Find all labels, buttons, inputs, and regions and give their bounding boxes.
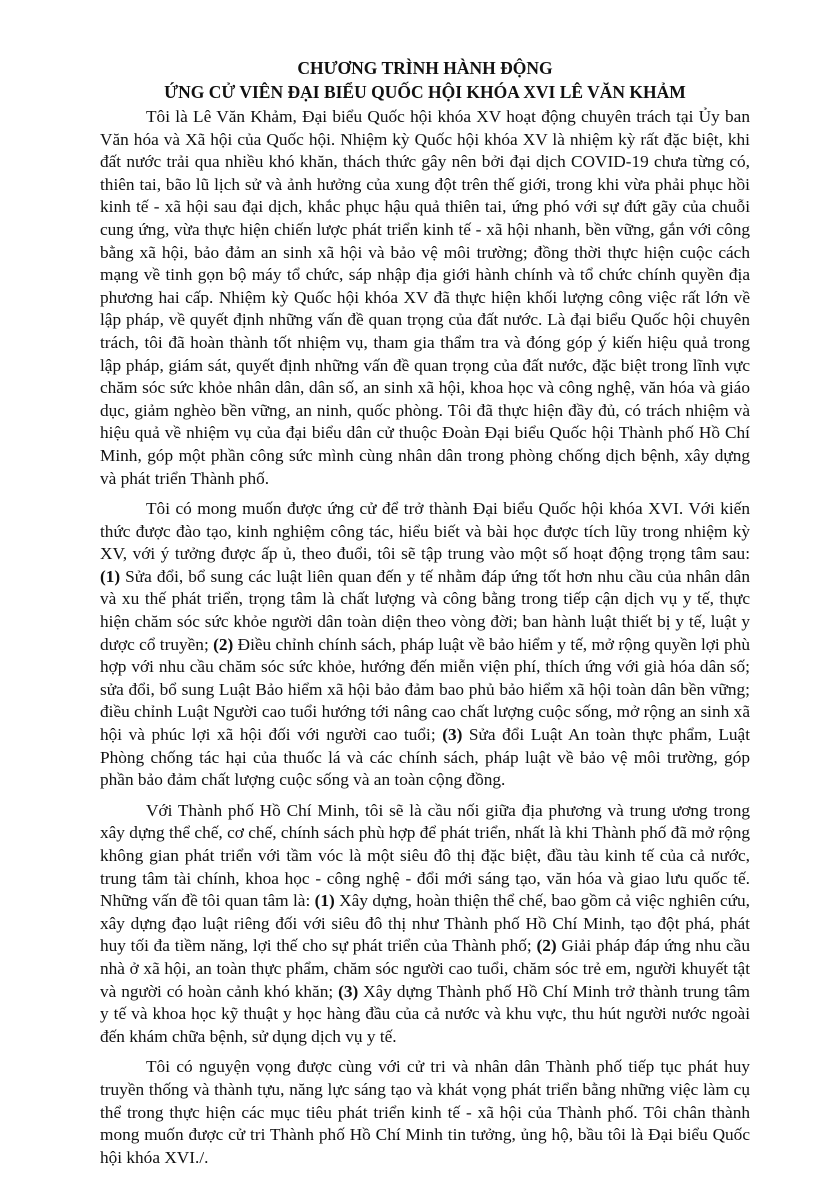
document-page xyxy=(100,56,750,1177)
item-marker-2: (2) xyxy=(213,634,234,654)
paragraph-text: Với Thành phố Hồ Chí Minh, tôi sẽ là cầu nối giữa địa phương và trung ương trong xây dựng thể chế, cơ chế, chính sách phù hợp để phát triển, nhất là khi Thành phố đã mở rộng không gian phát triển với tầm vóc là một siêu đô thị đặc biệt, đầu tàu kinh tế của cả nước, trung tâm tài chính, khoa học - công nghệ - đổi mới sáng tạo, văn hóa và giao lưu quốc tế. Những vấn đề tôi quan tâm là: xyxy=(100,800,750,911)
item-marker-1: (1) xyxy=(100,566,121,586)
paragraph-text: Xây dựng, hoàn thiện thể chế, bao gồm cả việc nghiên cứu, xây dựng đạo luật riêng đối với siêu đô thị như Thành phố Hồ Chí Minh, tạo đột phá, phát huy tối đa tiềm năng, lợi thế cho sự phát triển của Thành phố; xyxy=(100,891,751,956)
item-marker-1: (1) xyxy=(314,891,335,911)
paragraph-text: Điều chỉnh chính sách, pháp luật về bảo hiểm y tế, mở rộng quyền lợi phù hợp với nhu cầu chăm sóc sức khỏe, hướng đến miễn viện phí, thích ứng với già hóa dân số; sửa đổi, bổ sung Luật Bảo hiểm xã hội bảo đảm bao phủ bảo hiểm xã hội toàn dân bền vững; điều chỉnh Luật Người cao tuổi hướng tới nâng cao chất lượng cuộc sống, mở rộng an sinh xã hội và phúc lợi xã hội đối với người cao tuổi; xyxy=(100,634,750,745)
paragraph-closing: Tôi có nguyện vọng được cùng với cử tri và nhân dân Thành phố tiếp tục phát huy truyền thống và thành tựu, năng lực sáng tạo và khát vọng phát triển bằng những việc làm cụ thể trong thực hiện các mục tiêu phát triển kinh tế - xã hội của Thành phố. Tôi chân thành mong muốn được cử tri Thành phố Hồ Chí Minh tin tưởng, ủng hộ, bầu tôi là Đại biểu Quốc hội khóa XVI./. xyxy=(100,1057,750,1167)
paragraph-text: Tôi có mong muốn được ứng cử để trở thành Đại biểu Quốc hội khóa XVI. Với kiến thức được đào tạo, kinh nghiệm công tác, hiểu biết và bài học được tích lũy trong nhiệm kỳ XV, với ý tưởng được ấp ủ, theo đuổi, tôi sẽ tập trung vào một số hoạt động trọng tâm sau: xyxy=(100,499,750,564)
paragraph-text: Sửa đổi Luật An toàn thực phẩm, Luật Phòng chống tác hại của thuốc lá và các chính sách, pháp luật về bảo vệ môi trường, góp phần bảo đảm chất lượng cuộc sống và an toàn cộng đồng. xyxy=(100,725,750,790)
item-marker-3: (3) xyxy=(442,725,463,745)
paragraph-legislative-priorities xyxy=(100,498,750,792)
item-marker-2: (2) xyxy=(536,936,557,956)
title-line-2: ỨNG CỬ VIÊN ĐẠI BIỂU QUỐC HỘI KHÓA XVI LÊ VĂN KHẢM xyxy=(164,82,686,102)
paragraph-text: Sửa đổi, bổ sung các luật liên quan đến y tế nhằm đáp ứng tốt hơn nhu cầu của nhân dân và xu thế phát triển, trọng tâm là chất lượng và công bằng trong tiếp cận dịch vụ y tế, thực hiện chăm sóc sức khỏe người dân toàn diện theo vòng đời; ban hành luật thiết bị y tế, luật y dược cổ truyền; xyxy=(100,566,750,654)
item-marker-3: (3) xyxy=(338,981,359,1001)
paragraph-city-priorities xyxy=(100,800,750,1049)
paragraph-introduction: Tôi là Lê Văn Khảm, Đại biểu Quốc hội khóa XV hoạt động chuyên trách tại Ủy ban Văn hóa và Xã hội của Quốc hội. Nhiệm kỳ Quốc hội khóa XV là nhiệm kỳ rất đặc biệt, khi đất nước trải qua nhiều khó khăn, thách thức gây nên bởi đại dịch COVID-19 chưa từng có, thiên tai, bão lũ lịch sử và ảnh hưởng của xung đột trên thế giới, trong khi vừa phải phục hồi kinh tế - xã hội sau đại dịch, khắc phục hậu quả thiên tai, ứng phó với sự đứt gãy của chuỗi cung ứng, vừa thực hiện chiến lược phát triển kinh tế - xã hội nhanh, bền vững, gắn với công bằng xã hội, bảo đảm an sinh xã hội và bảo vệ môi trường; đồng thời thực hiện cuộc cách mạng về tinh gọn bộ máy tổ chức, sáp nhập địa giới hành chính và tổ chức chính quyền địa phương hai cấp. Nhiệm kỳ Quốc hội khóa XV đã thực hiện khối lượng công việc rất lớn về lập pháp, về quyết định những vấn đề quan trọng của đất nước. Là đại biểu Quốc hội chuyên trách, tôi đã hoàn thành tốt nhiệm vụ, tham gia thẩm tra và đóng góp ý kiến hiệu quả trong lập pháp, giám sát, quyết định những vấn đề quan trọng của đất nước, đặc biệt trong lĩnh vực chăm sóc sức khỏe nhân dân, dân số, an sinh xã hội, khoa học và công nghệ, văn hóa và giáo dục, giảm nghèo bền vững, an ninh, quốc phòng. Tôi đã thực hiện đầy đủ, có trách nhiệm và hiệu quả về nhiệm vụ của đại biểu dân cử thuộc Đoàn Đại biểu Quốc hội Thành phố Hồ Chí Minh, góp một phần công sức mình cùng nhân dân trong phòng chống dịch bệnh, xây dựng và phát triển Thành phố. xyxy=(100,107,750,488)
paragraph-text: Giải pháp đáp ứng nhu cầu nhà ở xã hội, an toàn thực phẩm, chăm sóc người cao tuổi, chăm sóc trẻ em, người khuyết tật và người có hoàn cảnh khó khăn; xyxy=(100,936,750,1001)
paragraph-text: Xây dựng Thành phố Hồ Chí Minh trở thành trung tâm y tế và khoa học kỹ thuật y học hàng đầu của cả nước và khu vực, thu hút người nước ngoài đến khám chữa bệnh, sử dụng dịch vụ y tế. xyxy=(100,981,750,1046)
title-line-1: CHƯƠNG TRÌNH HÀNH ĐỘNG xyxy=(297,58,553,78)
document-title xyxy=(100,56,750,104)
